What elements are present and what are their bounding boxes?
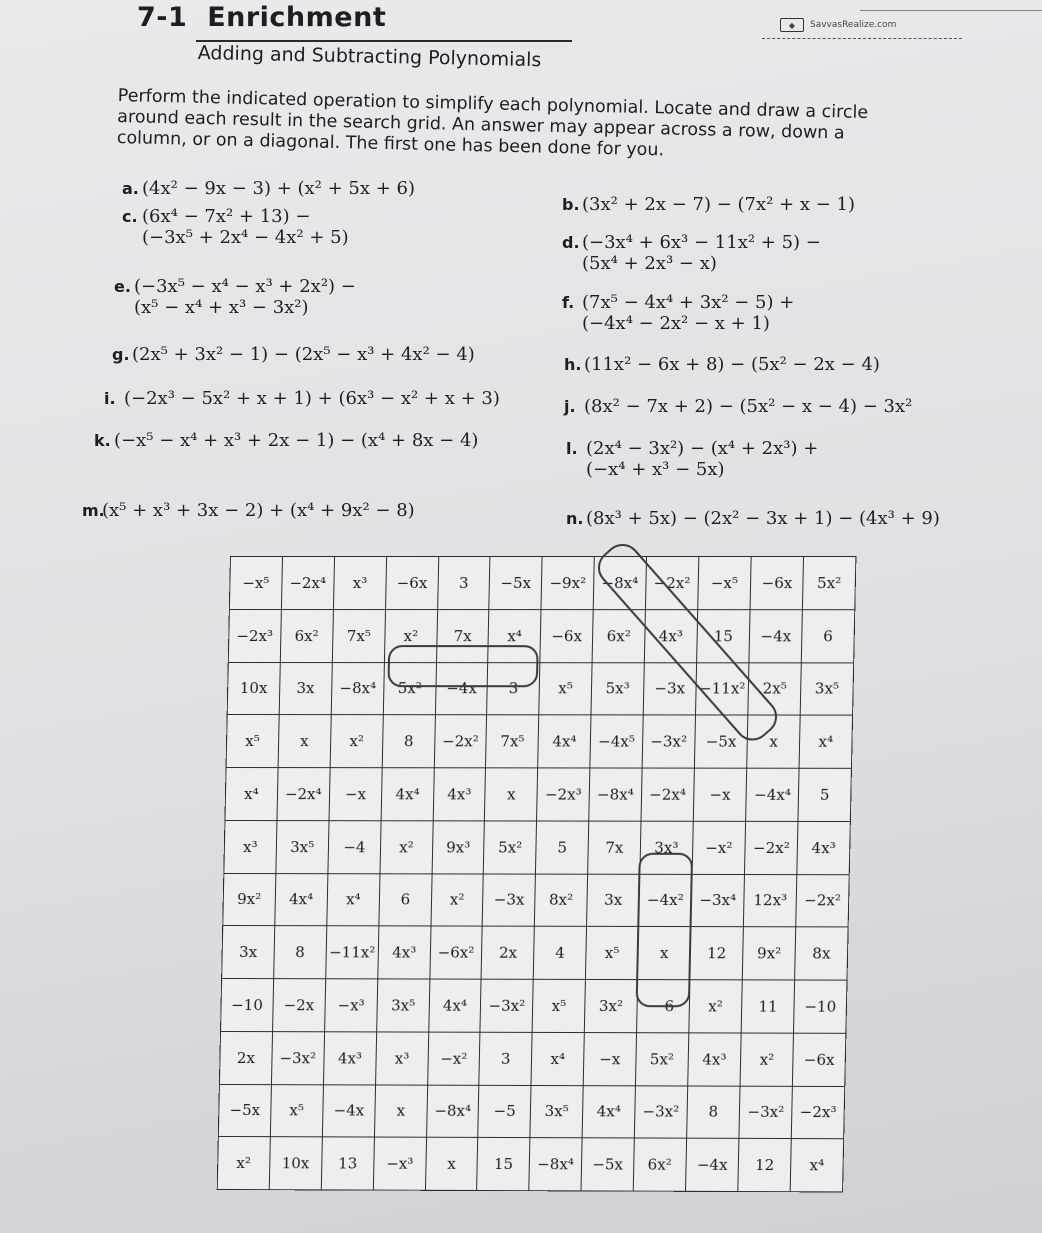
- grid-cell: −3x: [643, 662, 696, 715]
- grid-cell: 4x⁴: [582, 1085, 635, 1138]
- grid-cell: x²: [689, 980, 743, 1033]
- grid-cell: 7x⁵: [486, 715, 539, 768]
- problem-expr: (6x⁴ − 7x² + 13) −: [142, 206, 311, 227]
- grid-row: [229, 557, 856, 610]
- grid-cell: −x³: [324, 979, 378, 1032]
- grid-cell: −8x⁴: [331, 662, 385, 715]
- problem-label: m.: [82, 501, 105, 520]
- grid-cell: −9x²: [541, 557, 594, 610]
- grid-cell: 4: [533, 926, 586, 979]
- grid-cell: 8x: [795, 927, 848, 980]
- grid-cell: x⁴: [790, 1139, 843, 1192]
- brand-logo-icon: ◆: [780, 18, 804, 32]
- grid-cell: −5x: [694, 715, 748, 768]
- problem-expr: (−3x⁵ − x⁴ − x³ + 2x²) −: [134, 276, 356, 297]
- grid-cell: 3x: [222, 926, 275, 979]
- grid-cell: −2x³: [228, 609, 281, 662]
- grid-cell: 3x: [587, 874, 640, 927]
- grid-cell: 2x: [481, 926, 534, 979]
- grid-cell: x: [278, 715, 331, 768]
- grid-cell: −5x: [489, 557, 542, 610]
- grid-cell: 3x⁵: [530, 1085, 583, 1138]
- grid-cell: −3x²: [642, 715, 695, 768]
- grid-cell: −2x³: [537, 768, 590, 821]
- grid-cell: x⁵: [270, 1084, 323, 1137]
- instructions: Perform the indicated operation to simplify each polynomial. Locate and draw a circle around each result in the search grid. An answer may appear across a row, down a column, or on a diagonal. The first one has been done for you.: [116, 86, 869, 161]
- grid-row: [217, 1137, 843, 1192]
- grid-row: [219, 1031, 845, 1086]
- title-rule: [196, 40, 572, 42]
- problem-h: [564, 354, 880, 375]
- grid-cell: 8x²: [535, 874, 588, 927]
- grid-cell: −x²: [427, 1032, 480, 1085]
- grid-cell: x⁴: [326, 873, 380, 926]
- grid-cell: 11: [741, 980, 794, 1033]
- grid-cell: 4x³: [323, 1032, 377, 1085]
- grid-cell: −2x⁴: [277, 768, 330, 821]
- grid-cell: −11x²: [695, 662, 749, 715]
- grid-cell: x⁵: [585, 927, 638, 980]
- grid-cell: 4x³: [378, 926, 431, 979]
- problem-label: f.: [562, 293, 575, 312]
- grid-cell: x⁵: [532, 979, 585, 1032]
- grid-row: [225, 767, 851, 821]
- grid-cell: −2x²: [796, 874, 849, 927]
- grid-cell: 7x: [588, 821, 641, 874]
- grid-row: [223, 873, 849, 927]
- grid-cell: x³: [376, 1032, 429, 1085]
- grid-cell: x²: [330, 715, 384, 768]
- grid-cell: x: [375, 1084, 428, 1137]
- problem-label: i.: [104, 389, 116, 408]
- grid-cell: x⁴: [799, 715, 852, 768]
- problem-expr: (−3x⁴ + 6x³ − 11x² + 5) −: [582, 232, 821, 253]
- search-grid: [217, 556, 857, 1192]
- problem-label: n.: [566, 509, 584, 528]
- grid-cell: 2x⁵: [748, 662, 801, 715]
- problem-expr: (−2x³ − 5x² + x + 1) + (6x³ − x² + x + 3): [124, 388, 500, 409]
- problem-expr-line2: (−x⁴ + x³ − 5x): [586, 459, 725, 480]
- problem-expr: (3x² + 2x − 7) − (7x² + x − 1): [582, 194, 856, 215]
- grid-cell: −8x⁴: [593, 557, 646, 610]
- grid-cell: 15: [696, 609, 750, 662]
- lesson-number: 7-1: [137, 2, 188, 33]
- grid-cell: 3x⁵: [377, 979, 430, 1032]
- grid-cell: −2x: [272, 979, 325, 1032]
- grid-cell: 9x³: [432, 821, 485, 874]
- brand: [780, 18, 896, 32]
- grid-cell: 5: [798, 768, 851, 821]
- grid-cell: −4x⁵: [590, 715, 643, 768]
- grid-row: [227, 662, 853, 715]
- grid-cell: 2x: [219, 1031, 272, 1084]
- problem-expr: (4x² − 9x − 3) + (x² + 5x + 6): [142, 178, 416, 199]
- grid-cell: −3x⁴: [691, 874, 745, 927]
- grid-cell: −4x: [749, 609, 802, 662]
- problem-m: [82, 500, 415, 521]
- problem-d: [562, 232, 821, 274]
- problem-label: l.: [566, 439, 578, 458]
- grid-cell: −4x: [322, 1084, 376, 1137]
- grid-cell: x: [485, 768, 538, 821]
- grid-cell: 8: [686, 1086, 740, 1139]
- grid-cell: −2x³: [791, 1086, 844, 1139]
- grid-cell: 5x²: [635, 1032, 688, 1085]
- problem-label: c.: [122, 207, 138, 226]
- problem-e: [114, 276, 356, 318]
- grid-cell: 12: [690, 927, 744, 980]
- grid-cell: 9x²: [743, 927, 796, 980]
- grid-cell: 5: [536, 821, 589, 874]
- grid-row: [224, 820, 850, 874]
- page-subtitle: Adding and Subtracting Polynomials: [197, 42, 542, 72]
- grid-cell: 10x: [269, 1137, 322, 1190]
- grid-cell: 4x⁴: [428, 979, 481, 1032]
- page-title: [137, 2, 386, 33]
- problem-l: [566, 438, 818, 480]
- grid-cell: 3x³: [640, 821, 693, 874]
- grid-cell: 7x⁵: [332, 609, 386, 662]
- problem-label: d.: [562, 233, 580, 252]
- grid-cell: 3: [479, 1032, 532, 1085]
- grid-cell: −5x: [218, 1084, 271, 1137]
- grid-cell: −6x: [540, 609, 593, 662]
- problem-expr-line2: (5x⁴ + 2x³ − x): [582, 253, 717, 274]
- grid-cell: −4x⁴: [746, 768, 799, 821]
- grid-cell: −3x²: [634, 1085, 687, 1138]
- problem-label: k.: [94, 431, 111, 450]
- grid-cell: x⁴: [488, 609, 541, 662]
- problem-expr: (8x³ + 5x) − (2x² − 3x + 1) − (4x³ + 9): [586, 508, 940, 529]
- grid-cell: −6x: [750, 557, 803, 610]
- grid-cell: −6: [636, 980, 689, 1033]
- grid-cell: 12: [738, 1139, 791, 1192]
- brand-rule: [762, 38, 962, 39]
- grid-cell: −8x⁴: [589, 768, 642, 821]
- problem-f: [562, 292, 794, 334]
- grid-cell: 4x⁴: [275, 873, 328, 926]
- grid-cell: x: [425, 1137, 478, 1190]
- grid-cell: 5x²: [484, 821, 537, 874]
- grid-cell: 6: [379, 873, 432, 926]
- grid-row: [226, 715, 852, 769]
- grid-cell: x: [638, 927, 691, 980]
- grid-cell: 5x²: [802, 557, 855, 610]
- grid-cell: −3x²: [739, 1086, 792, 1139]
- grid-cell: −2x⁴: [641, 768, 694, 821]
- grid-cell: −5x: [581, 1138, 634, 1191]
- grid-cell: 6x²: [280, 609, 333, 662]
- problem-label: h.: [564, 355, 582, 374]
- grid-cell: x⁵: [226, 715, 279, 768]
- grid-cell: 4x³: [644, 609, 697, 662]
- grid-cell: 5x³: [591, 662, 644, 715]
- grid-cell: x³: [333, 557, 387, 610]
- brand-text: SavvasRealize.com: [810, 20, 897, 30]
- grid-cell: x³: [224, 820, 277, 873]
- grid-cell: 10x: [227, 662, 280, 715]
- problem-expr: (2x⁴ − 3x²) − (x⁴ + 2x³) +: [586, 438, 819, 459]
- problem-expr: (x⁵ + x³ + 3x − 2) + (x⁴ + 9x² − 8): [102, 500, 415, 521]
- problem-expr: (−x⁵ − x⁴ + x³ + 2x − 1) − (x⁴ + 8x − 4): [114, 430, 479, 451]
- grid-cell: 15: [477, 1138, 530, 1191]
- grid-cell: −2x²: [645, 557, 698, 610]
- grid-cell: x²: [217, 1137, 270, 1190]
- problem-b: [562, 194, 855, 215]
- grid-cell: 3x⁵: [276, 820, 329, 873]
- grid-cell: 3x²: [584, 979, 637, 1032]
- grid-cell: 3x: [279, 662, 332, 715]
- grid-cell: 3x⁵: [800, 662, 853, 715]
- problem-expr-line2: (x⁵ − x⁴ + x³ − 3x²): [134, 297, 309, 318]
- grid-cell: 4x⁴: [538, 715, 591, 768]
- problem-label: b.: [562, 195, 580, 214]
- problem-c: [122, 206, 349, 248]
- grid-cell: −x⁵: [697, 557, 751, 610]
- grid-cell: −x⁵: [229, 557, 282, 610]
- problem-expr-line2: (−3x⁵ + 2x⁴ − 4x² + 5): [142, 227, 349, 248]
- problem-a: [122, 178, 415, 199]
- problem-expr-line2: (−4x⁴ − 2x² − x + 1): [582, 313, 770, 334]
- search-grid-table: [217, 556, 857, 1192]
- grid-cell: 3: [487, 662, 540, 715]
- grid-cell: x: [747, 715, 800, 768]
- grid-cell: −10: [221, 978, 274, 1031]
- grid-cell: −x²: [692, 821, 746, 874]
- grid-cell: −11x²: [325, 926, 379, 979]
- grid-cell: −4: [328, 820, 382, 873]
- grid-cell: x⁵: [539, 662, 592, 715]
- grid-cell: x²: [740, 1033, 793, 1086]
- grid-cell: 6: [801, 609, 854, 662]
- grid-cell: 4x³: [797, 821, 850, 874]
- grid-cell: −4x: [435, 662, 488, 715]
- grid-cell: 7x: [436, 609, 489, 662]
- grid-cell: x⁴: [225, 767, 278, 820]
- grid-cell: −2x²: [745, 821, 798, 874]
- grid-cell: 9x²: [223, 873, 276, 926]
- grid-cell: 12x³: [744, 874, 797, 927]
- problem-n: [566, 508, 940, 529]
- grid-cell: 4x⁴: [381, 768, 434, 821]
- problem-k: [94, 430, 478, 451]
- problem-label: e.: [114, 277, 131, 296]
- grid-cell: −3x: [483, 874, 536, 927]
- grid-cell: 3: [437, 557, 490, 610]
- grid-cell: −3x²: [271, 1031, 324, 1084]
- problem-g: [112, 344, 475, 365]
- problem-expr: (8x² − 7x + 2) − (5x² − x − 4) − 3x²: [584, 396, 913, 417]
- problem-expr: (11x² − 6x + 8) − (5x² − 2x − 4): [584, 354, 880, 375]
- problem-expr: (2x⁵ + 3x² − 1) − (2x⁵ − x³ + 4x² − 4): [132, 344, 475, 365]
- problem-j: [564, 396, 912, 417]
- grid-cell: −2x⁴: [281, 557, 334, 610]
- problem-i: [104, 388, 500, 409]
- grid-cell: −4x: [685, 1138, 739, 1191]
- grid-row: [218, 1084, 844, 1139]
- grid-cell: −x³: [374, 1137, 427, 1190]
- grid-cell: −x: [693, 768, 747, 821]
- title-text: Enrichment: [207, 2, 387, 33]
- grid-cell: x²: [431, 873, 484, 926]
- grid-cell: 4x³: [433, 768, 486, 821]
- grid-cell: −10: [794, 980, 847, 1033]
- grid-cell: x²: [380, 820, 433, 873]
- grid-cell: −3x²: [480, 979, 533, 1032]
- grid-cell: 8: [273, 926, 326, 979]
- grid-cell: 4x³: [687, 1033, 741, 1086]
- grid-cell: x⁴: [531, 1032, 584, 1085]
- grid-cell: x²: [385, 609, 438, 662]
- grid-cell: 5x²: [384, 662, 437, 715]
- grid-cell: −6x: [792, 1033, 845, 1086]
- grid-cell: −8x⁴: [426, 1085, 479, 1138]
- problem-expr: (7x⁵ − 4x⁴ + 3x² − 5) +: [582, 292, 795, 313]
- grid-cell: −x: [329, 768, 383, 821]
- problem-label: j.: [564, 397, 576, 416]
- grid-cell: −5: [478, 1085, 531, 1138]
- grid-row: [222, 926, 848, 980]
- grid-cell: 6x²: [592, 609, 645, 662]
- problem-label: g.: [112, 345, 130, 364]
- top-rule: [860, 10, 1042, 11]
- grid-cell: −4x²: [639, 874, 692, 927]
- grid-row: [221, 978, 847, 1033]
- grid-cell: −x: [583, 1032, 636, 1085]
- grid-cell: −2x²: [434, 715, 487, 768]
- grid-cell: −8x⁴: [529, 1138, 582, 1191]
- grid-cell: 13: [321, 1137, 375, 1190]
- grid-cell: −6x²: [429, 926, 482, 979]
- grid-cell: 8: [382, 715, 435, 768]
- grid-cell: 6x²: [633, 1138, 686, 1191]
- grid-row: [228, 609, 855, 662]
- problem-label: a.: [122, 179, 139, 198]
- grid-cell: −6x: [386, 557, 439, 610]
